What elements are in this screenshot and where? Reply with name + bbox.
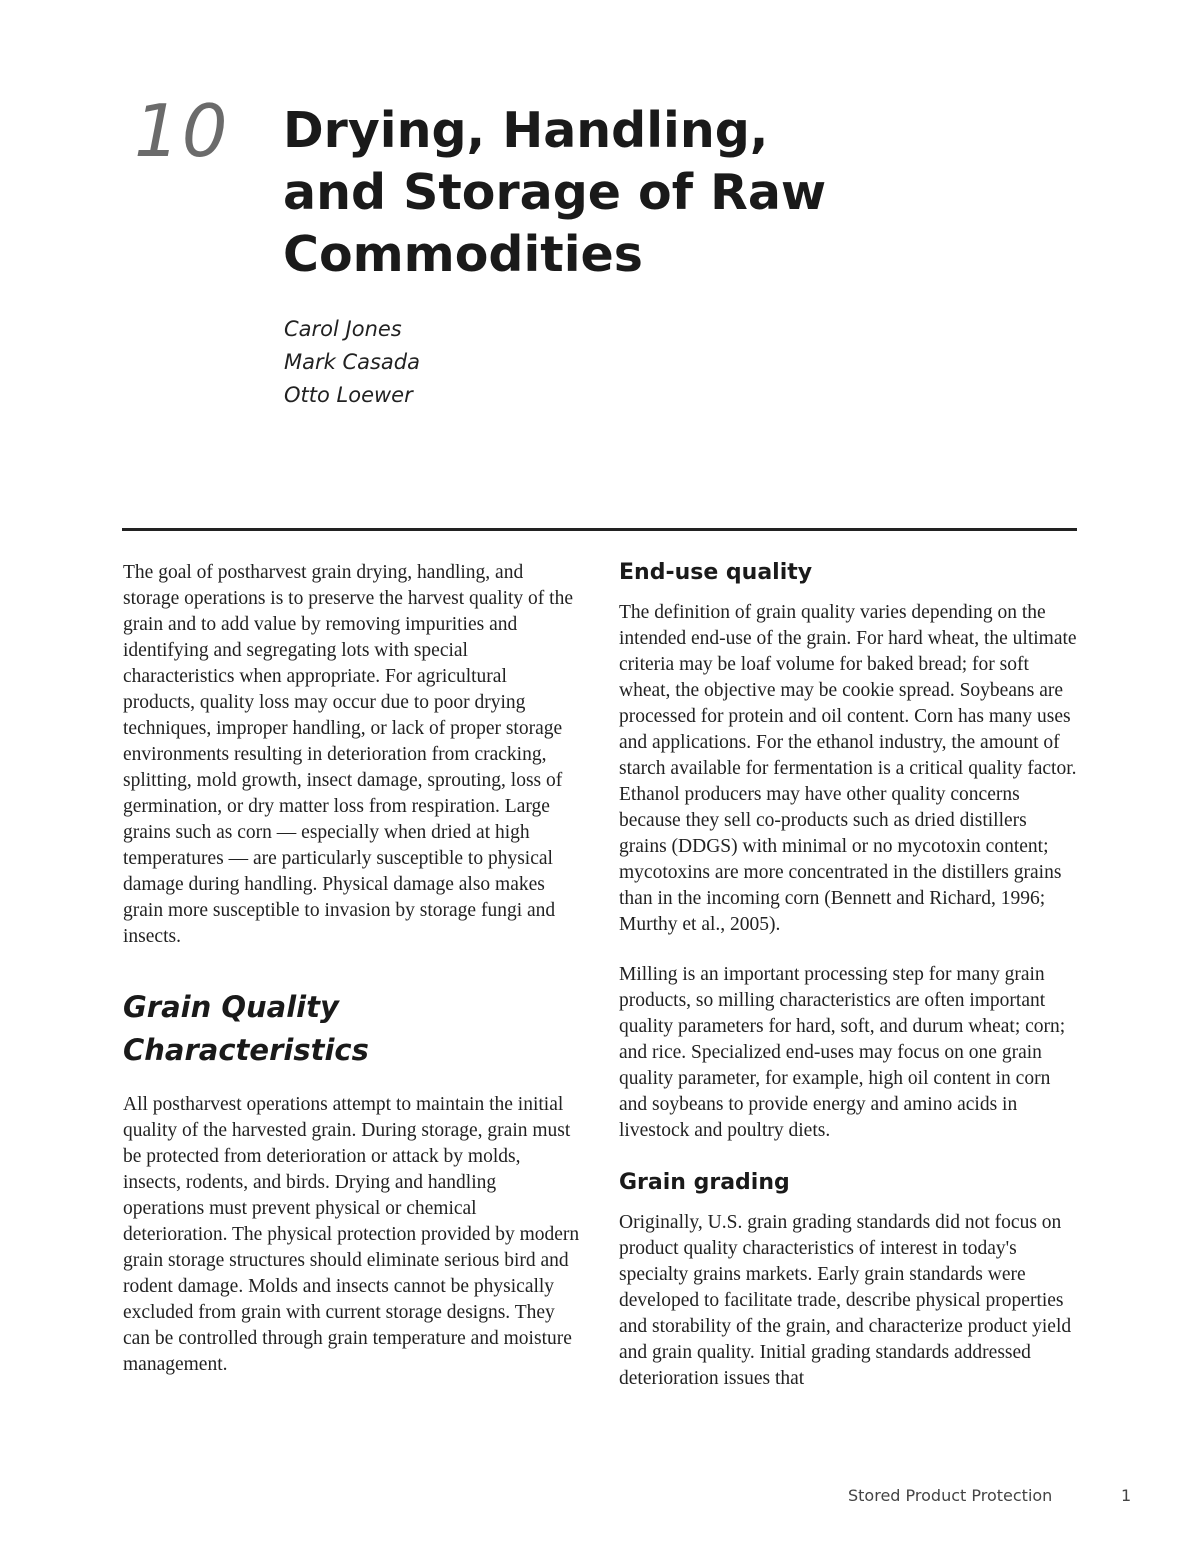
paragraph-gap	[619, 938, 1077, 962]
milling-paragraph: Milling is an important processing step for many grain products, so milling characteristics are often important quality parameters for hard, soft, and durum wheat; corn; and rice. Specialized end-uses may focus on one grain quality parameter, for example, high oil content in corn and soybeans to provide energy and amino acids in livestock and poultry diets.	[619, 964, 1066, 1141]
chapter-title-line: Drying, Handling,	[283, 102, 769, 159]
footer-publication: Stored Product Protection	[848, 1486, 1053, 1505]
grading-paragraph: Originally, U.S. grain grading standards did not focus on product quality characteristics of interest in today's specialty grains markets. Early grain standards were developed to facilitate trade, describe physical properties and storability of the grain, and characterize product yield and grain quality. Initial grading standards addressed deterioration issues that	[619, 1212, 1072, 1389]
chapter-title-line: and Storage of Raw	[283, 164, 827, 221]
end-use-heading: End-use quality	[619, 560, 813, 585]
end-use-paragraph: The definition of grain quality varies depending on the intended end-use of the grain. For hard wheat, the ultimate criteria may be loaf volume for baked bread; for soft wheat, the objective may be cookie spread. Soybeans are processed for protein and oil content. Corn has many uses and applications. For the ethanol industry, the amount of starch available for fermentation is a critical quality factor. Ethanol producers may have other quality concerns because they sell co-products such as dried distillers grains (DDGS) with minimal or no mycotoxin content; mycotoxins are more concentrated in the distillers grains than in the incoming corn (Bennett and Richard, 1996; Murthy et al., 2005).	[619, 602, 1077, 935]
grading-heading: Grain grading	[619, 1170, 790, 1195]
chapter-title-line: Commodities	[283, 226, 643, 283]
section-heading	[123, 986, 581, 1072]
section-divider	[122, 528, 1077, 531]
section-paragraph: All postharvest operations attempt to maintain the initial quality of the harvested grain. During storage, grain must be protected from deterioration or attack by molds, insects, rodents, and birds. Drying and handling operations must prevent physical or chemical deterioration. The physical protection provided by modern grain storage structures should eliminate serious bird and rodent damage. Molds and insects cannot be physically excluded from grain with current storage designs. They can be controlled through grain temperature and moisture management.	[123, 1094, 580, 1375]
page-number: 1	[1121, 1486, 1132, 1505]
author-name: Carol Jones	[284, 317, 402, 341]
chapter-number: 10	[134, 89, 230, 173]
intro-paragraph: The goal of postharvest grain drying, handling, and storage operations is to preserve the harvest quality of the grain and to add value by removing impurities and identifying and segregating lots with special characteristics when appropriate. For agricultural products, quality loss may occur due to poor drying techniques, improper handling, or lack of proper storage environments resulting in deterioration from cracking, splitting, mold growth, insect damage, sprouting, loss of germination, or dry matter loss from respiration. Large grains such as corn — especially when dried at high temperatures — are particularly susceptible to physical damage during handling. Physical damage also makes grain more susceptible to invasion by storage fungi and insects.	[123, 562, 573, 947]
left-column	[123, 560, 581, 1378]
author-list	[284, 313, 420, 412]
section-heading-line: Grain Quality	[123, 990, 339, 1024]
author-name: Mark Casada	[284, 350, 420, 374]
chapter-title	[283, 100, 1003, 286]
author-name: Otto Loewer	[284, 383, 413, 407]
section-heading-line: Characteristics	[123, 1033, 369, 1067]
paragraph-gap	[619, 1144, 1077, 1168]
right-column	[619, 558, 1077, 1392]
